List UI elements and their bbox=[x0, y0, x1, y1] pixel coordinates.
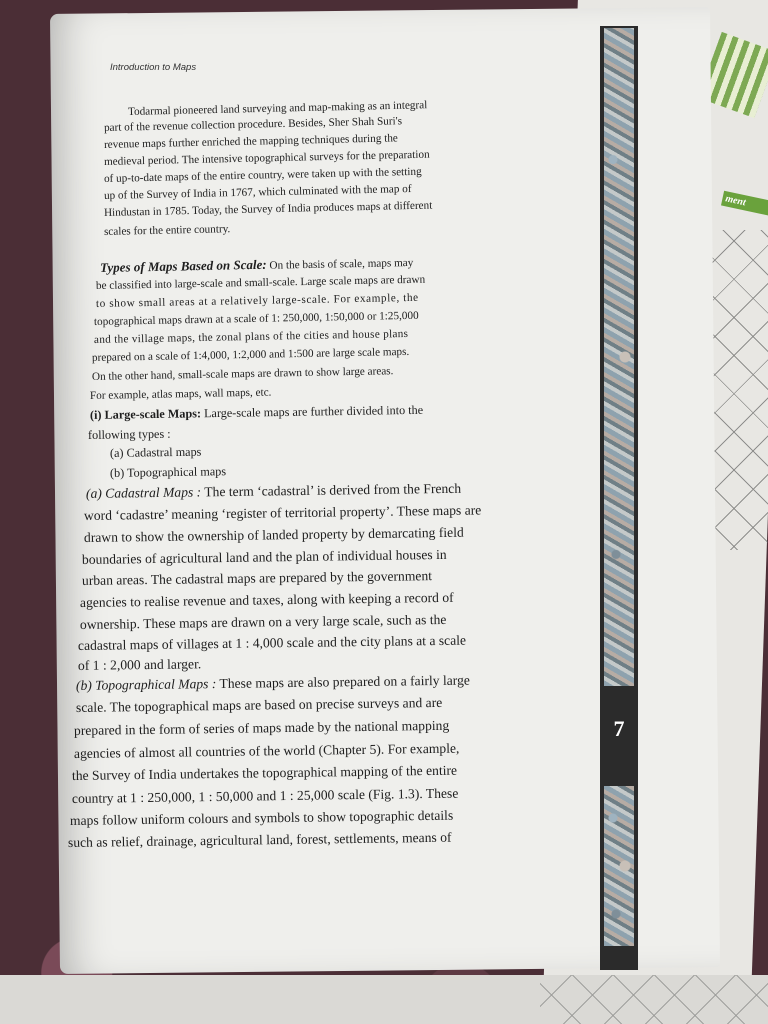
para1-line: Hindustan in 1785. Today, the Survey of India produces maps at different bbox=[103, 199, 433, 219]
side-tab-label: ment bbox=[721, 191, 768, 216]
large-scale-first-line-rest: Large-scale maps are further divided into the bbox=[200, 402, 424, 421]
types-line: On the other hand, small-scale maps are drawn to show large areas. bbox=[91, 365, 394, 383]
cadastral-first-line-rest: The term ‘cadastral’ is derived from the French bbox=[201, 480, 462, 500]
bottom-grid-decoration bbox=[540, 975, 768, 1024]
list-item-cadastral: (a) Cadastral maps bbox=[109, 444, 202, 460]
page-number: 7 bbox=[613, 716, 625, 741]
cadastral-line: urban areas. The cadastral maps are prepared by the government bbox=[81, 568, 433, 588]
list-item-topographical: (b) Topographical maps bbox=[109, 464, 227, 480]
para1-line: up of the Survey of India in 1767, which culminated with the map of bbox=[103, 183, 412, 202]
types-line: prepared on a scale of 1:4,000, 1:2,000 and 1:500 are large scale maps. bbox=[91, 345, 410, 364]
topographical-line: the Survey of India undertakes the topographical mapping of the entire bbox=[71, 762, 458, 783]
para1-line: medieval period. The intensive topographical surveys for the preparation bbox=[103, 148, 430, 168]
para1-line: scales for the entire country. bbox=[103, 223, 231, 238]
cadastral-line: of 1 : 2,000 and larger. bbox=[77, 656, 202, 673]
topographical-line: country at 1 : 250,000, 1 : 50,000 and 1 : 25,000 scale (Fig. 1.3). These bbox=[71, 785, 459, 806]
topographical-heading: (b) Topographical Maps : bbox=[75, 676, 217, 693]
types-heading: Types of Maps Based on Scale: bbox=[99, 256, 267, 275]
types-line: and the village maps, the zonal plans of the cities and house plans bbox=[93, 327, 409, 346]
cadastral-line: ownership. These maps are drawn on a very large scale, such as the bbox=[79, 611, 447, 632]
para1-line: Todarmal pioneered land surveying and map-making as an integral bbox=[127, 99, 428, 118]
topographical-line: maps follow uniform colours and symbols to show topographic details bbox=[69, 807, 454, 828]
topographical-line: prepared in the form of series of maps made by the national mapping bbox=[73, 717, 450, 738]
cadastral-heading: (a) Cadastral Maps : bbox=[85, 484, 202, 501]
cadastral-line: cadastral maps of villages at 1 : 4,000 scale and the city plans at a scale bbox=[77, 632, 467, 653]
stone-texture-top bbox=[604, 28, 634, 686]
para1-line: part of the revenue collection procedure. Besides, Sher Shah Suri's bbox=[103, 115, 403, 134]
cadastral-line: drawn to show the ownership of landed property by demarcating field bbox=[83, 524, 464, 545]
running-header: Introduction to Maps bbox=[110, 62, 197, 73]
cadastral-line: word ‘cadastre’ meaning ‘register of territorial property’. These maps are bbox=[83, 502, 482, 523]
cadastral-line: boundaries of agricultural land and the plan of individual houses in bbox=[81, 546, 447, 567]
para1-line: revenue maps further enriched the mapping techniques during the bbox=[103, 132, 398, 151]
topographical-line: such as relief, drainage, agricultural land, forest, settlements, means of bbox=[67, 829, 452, 850]
types-line: be classified into large-scale and small-scale. Large scale maps are drawn bbox=[95, 273, 426, 292]
para1-line: of up-to-date maps of the entire country, were taken up with the setting bbox=[103, 165, 422, 185]
topographical-line: scale. The topographical maps are based on precise surveys and are bbox=[75, 694, 443, 715]
types-line: For example, atlas maps, wall maps, etc. bbox=[89, 386, 272, 402]
topographical-line: agencies of almost all countries of the world (Chapter 5). For example, bbox=[73, 740, 460, 761]
stone-texture-bottom bbox=[604, 786, 634, 946]
large-scale-line: following types : bbox=[87, 426, 171, 442]
types-first-line-rest: On the basis of scale, maps may bbox=[266, 256, 414, 272]
large-scale-heading: (i) Large-scale Maps: bbox=[89, 406, 202, 422]
cadastral-line: agencies to realise revenue and taxes, along with keeping a record of bbox=[79, 589, 454, 610]
types-line: to show small areas at a relatively large-scale. For example, the bbox=[95, 291, 419, 310]
types-line: topographical maps drawn at a scale of 1: 250,000, 1:50,000 or 1:25,000 bbox=[93, 309, 419, 328]
topographical-first-line-rest: These maps are also prepared on a fairly large bbox=[216, 672, 470, 692]
